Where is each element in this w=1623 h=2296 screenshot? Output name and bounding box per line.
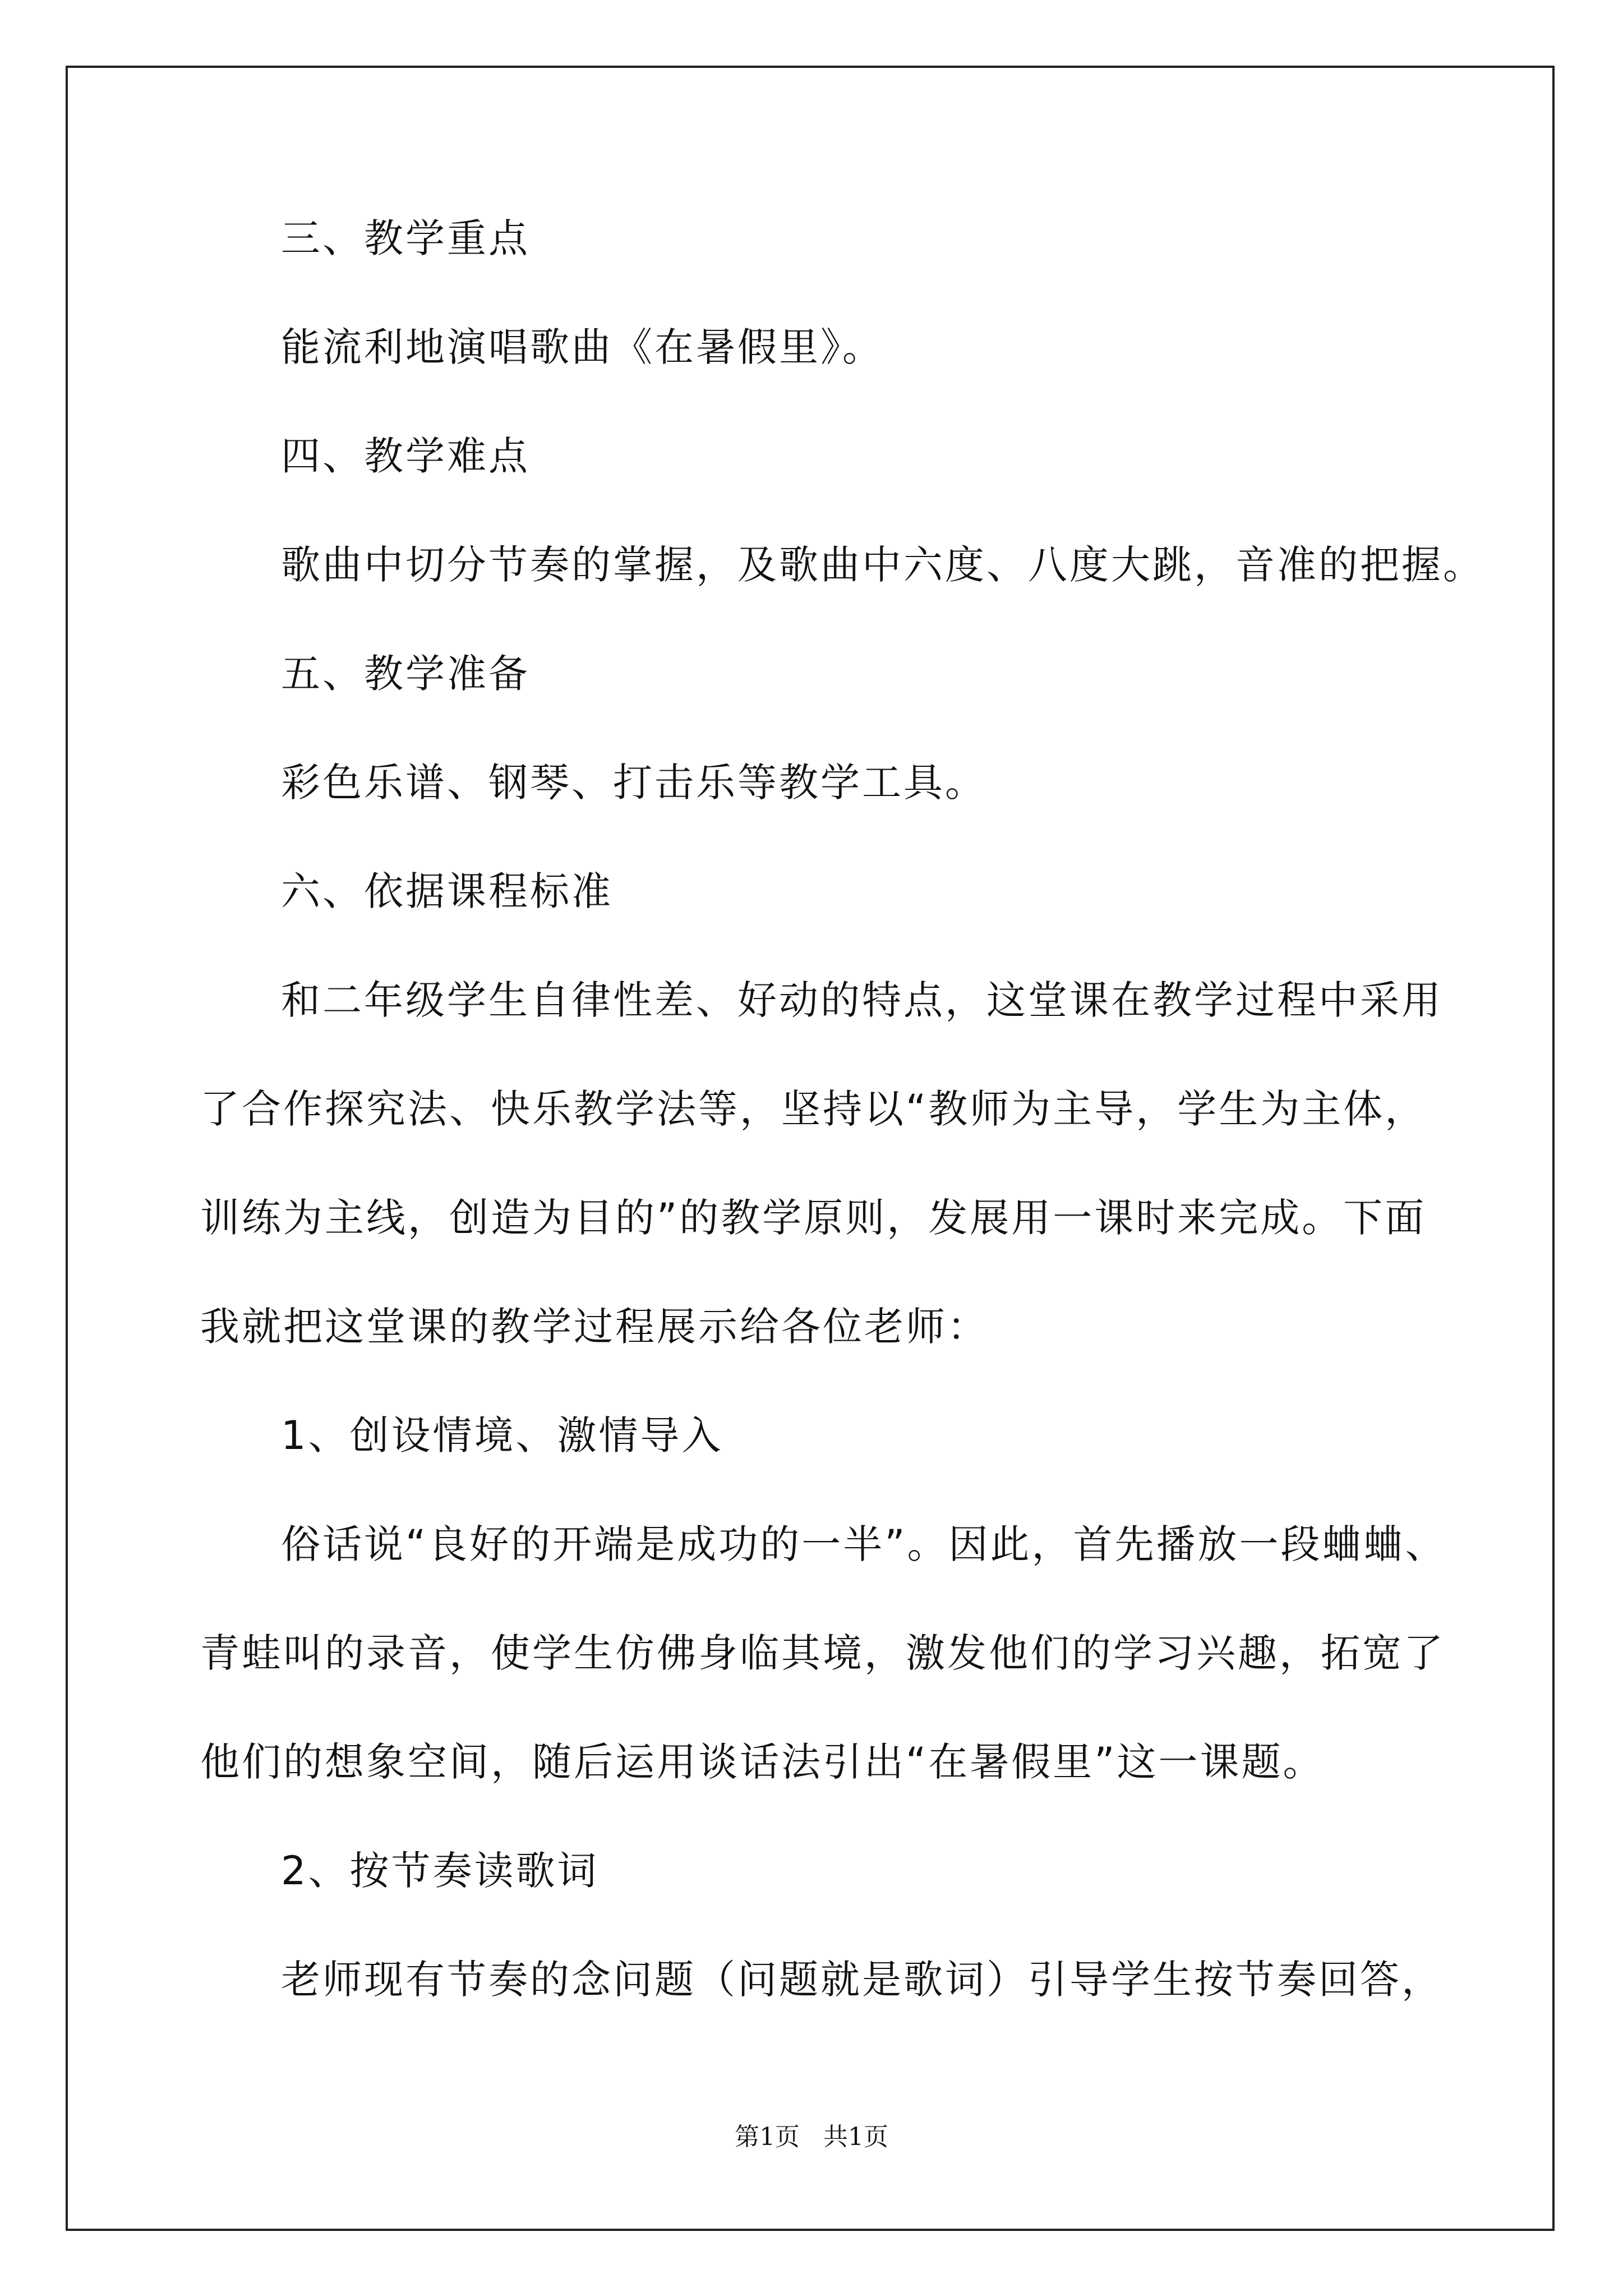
paragraph-line: 他们的想象空间，随后运用谈话法引出“在暑假里”这一课题。 xyxy=(200,1739,1325,1785)
paragraph-line: 和二年级学生自律性差、好动的特点，这堂课在教学过程中采用 xyxy=(281,977,1443,1023)
paragraph-line: 俗话说“良好的开端是成功的一半”。因此，首先播放一段蛐蛐、 xyxy=(281,1521,1447,1567)
document-body xyxy=(200,213,1484,2063)
paragraph-line: 训练为主线，创造为目的”的教学原则，发展用一课时来完成。下面 xyxy=(200,1195,1427,1241)
page-number-footer: 第1页 共1页 xyxy=(735,2123,888,2151)
paragraph-line: 歌曲中切分节奏的掌握，及歌曲中六度、八度大跳，音准的把握。 xyxy=(281,542,1484,588)
heading-curriculum-basis: 六、依据课程标准 xyxy=(281,868,613,914)
heading-step-1: 1、创设情境、激情导入 xyxy=(281,1412,723,1458)
paragraph-line: 了合作探究法、快乐教学法等，坚持以“教师为主导，学生为主体， xyxy=(200,1086,1427,1132)
paragraph-line: 青蛙叫的录音，使学生仿佛身临其境，激发他们的学习兴趣，拓宽了 xyxy=(200,1630,1445,1676)
heading-difficulties: 四、教学难点 xyxy=(281,433,530,479)
paragraph-line: 能流利地演唱歌曲《在暑假里》。 xyxy=(281,324,884,370)
heading-step-2: 2、按节奏读歌词 xyxy=(281,1848,599,1894)
paragraph-line: 老师现有节奏的念问题（问题就是歌词）引导学生按节奏回答， xyxy=(281,1957,1443,2003)
paragraph-line: 我就把这堂课的教学过程展示给各位老师： xyxy=(200,1304,989,1350)
heading-key-points: 三、教学重点 xyxy=(281,215,530,261)
paragraph-line: 彩色乐谱、钢琴、打击乐等教学工具。 xyxy=(281,760,986,806)
heading-preparation: 五、教学准备 xyxy=(281,651,530,697)
